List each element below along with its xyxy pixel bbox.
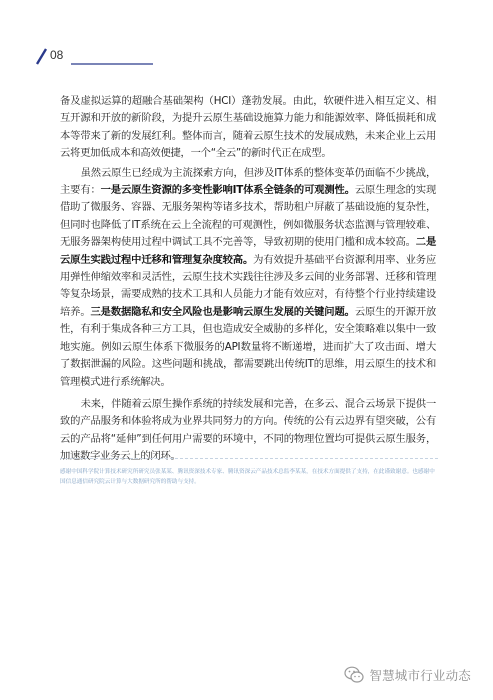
challenge-3-text: 云原生的开源开放性，有利于集成各种三方工具，但也造成安全威胁的多样化，安全策略难以集中一致地实施。例如云原生体系下微服务的API数量将不断递增，进而扩大了攻击面、增大了数据泄漏的风险。这些问题和挑战，都需要跳出传统IT的思维，用云原生的技术和管理模式进行系统解决。 [60, 305, 437, 388]
body-text [60, 93, 436, 466]
paragraph-2 [60, 165, 436, 391]
page-number: 08 [50, 48, 64, 62]
page-header [36, 46, 154, 68]
watermark-label: 智慧城市行业动态 [369, 668, 471, 683]
challenge-1-heading: 一是云原生资源的多变性影响IT体系全链条的可观测性。 [100, 184, 355, 197]
challenge-2-heading: 二是云原生实践过程中迁移和管理复杂度较高。 [60, 236, 437, 266]
footnote: 感谢中国科学院计算技术研究所研究员张某某、腾讯资深技术专家、腾讯资深云产品技术总监李某某，在技术方面提供了支持，在此谨致谢意。也感谢中国信息通信研究院云计算与大数据研究所的帮助与支持。 [60, 469, 435, 485]
watermark [344, 664, 471, 686]
challenge-1-text: 云原生理念的实现借助了微服务、容器、无服务架构等诸多技术，帮助租户屏蔽了基础设施的复杂性，但同时也降低了IT系统在云上全流程的可观测性，例如微服务状态监测与管理较难、无服务器架构使用过程中调试工具不完善等，导致初期的使用门槛和成本较高。 [60, 184, 437, 249]
paragraph-3: 未来，伴随着云原生操作系统的持续发展和完善，在多云、混合云场景下提供一致的产品服务和体验将成为业界共同努力的方向。传统的公有云边界有望突破，公有云的产品将“延伸”到任何用户需要的环境中，不同的物理位置均可提供云原生服务，加速数字业务云上的闭环。 [60, 397, 436, 463]
wechat-icon [344, 666, 364, 684]
challenge-3-heading: 三是数据隐私和安全风险也是影响云原生发展的关键问题。 [90, 305, 355, 318]
paragraph-1: 备及虚拟运算的超融合基础架构（HCI）蓬勃发展。由此，软硬件进入相互定义、相互开源和开放的新阶段，为提升云原生基础设施算力能力和能源效率、降低损耗和成本等带来了新的发展红利。整体而言，随着云原生技术的发展成熟，未来企业上云用云将更加低成本和高效便捷，一个“全云”的新时代正在成型。 [60, 95, 436, 160]
footnote-divider [60, 458, 438, 459]
paragraph-2-intro: 虽然云原生已经成为主流探索方向，但涉及IT体系的整体变革仍面临不少挑战，主要有： [60, 166, 436, 197]
challenge-2-text: 为有效提升基础平台资源利用率、业务应用弹性伸缩效率和灵活性，云原生技术实践往往涉及多云间的业务部署、迁移和管理等复杂场景，需要成熟的技术工具和人员能力才能有效应对，有待整个行业持续建设培养。 [60, 253, 437, 318]
